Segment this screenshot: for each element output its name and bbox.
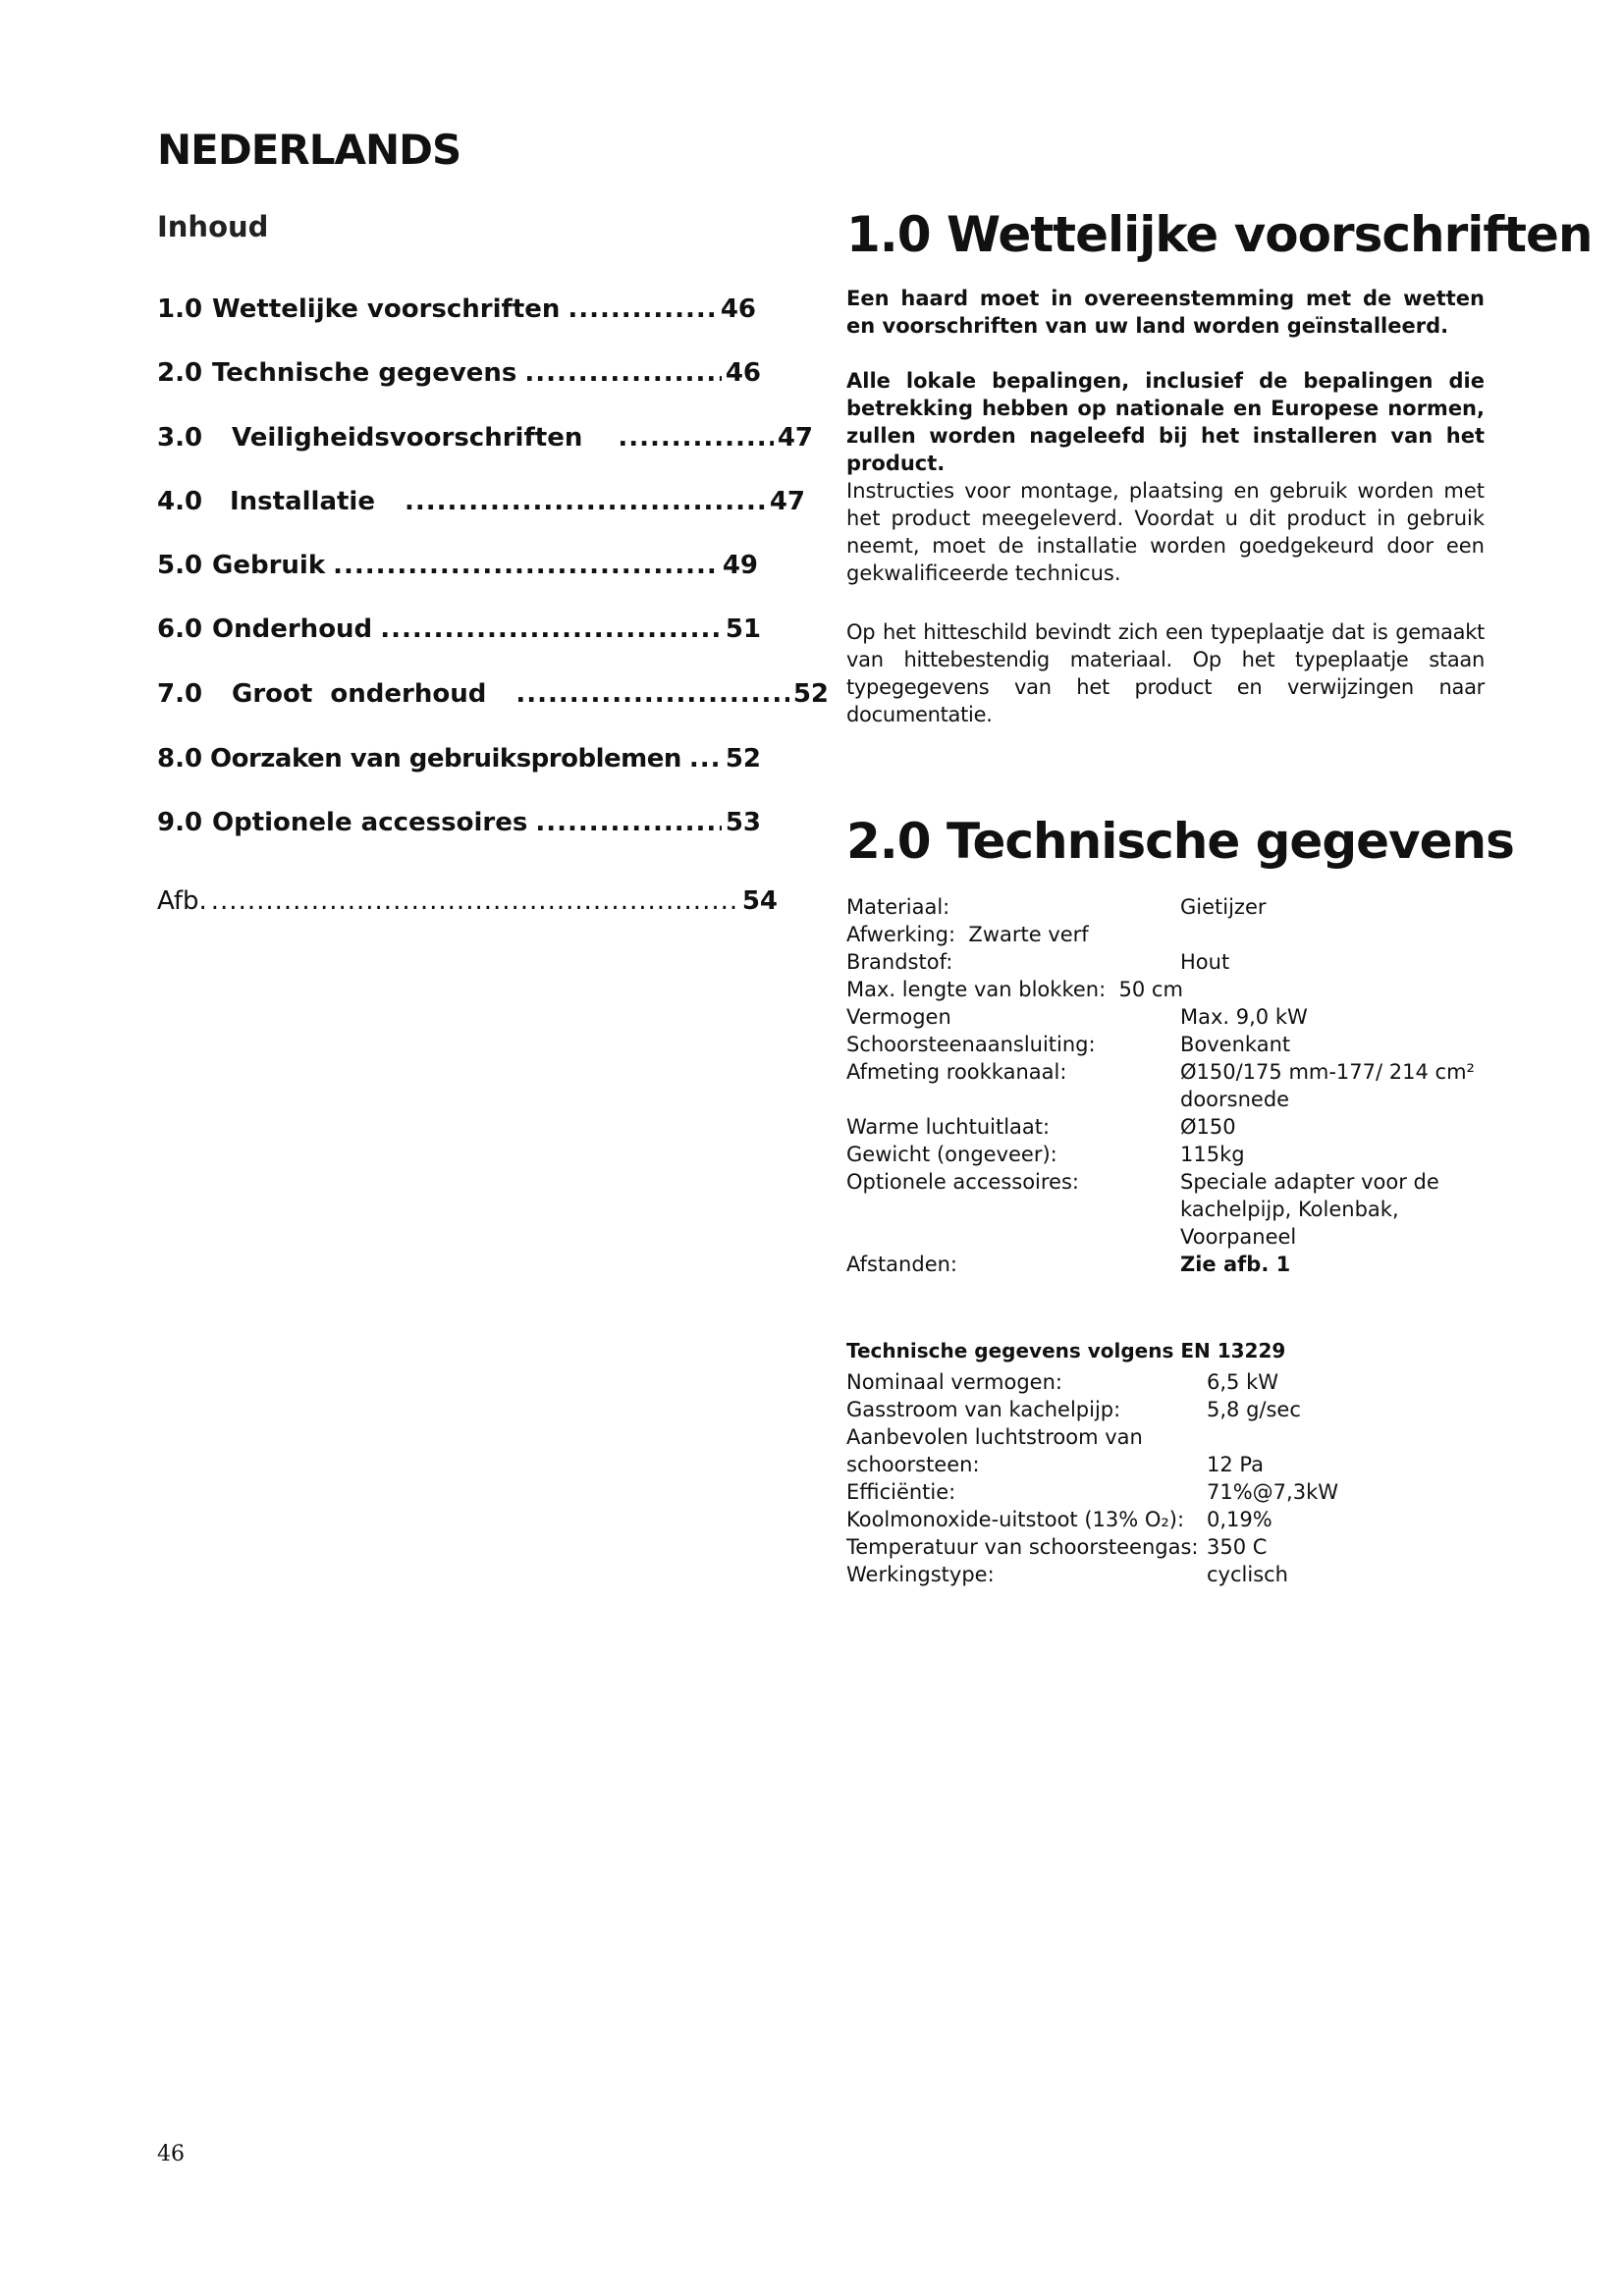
spec-row [846,1141,1475,1168]
toc-item-page: 52 [725,744,761,774]
spec-label: Warme luchtuitlaat: [846,1115,1051,1139]
en-value [1207,1423,1396,1451]
toc-item[interactable] [157,423,813,458]
spec-value: Hout [1180,950,1230,974]
spec-value: Ø150 [1180,1115,1236,1139]
en-row [846,1533,1396,1561]
en-row [846,1396,1396,1423]
spec-value: Speciale adapter voor de kachelpijp, Kolenbak, Voorpaneel [1180,1170,1439,1249]
toc-item-title: Gebruik [212,551,326,580]
toc-item[interactable] [157,808,761,843]
toc-item[interactable] [157,744,761,779]
toc-item[interactable] [157,551,758,586]
toc-item-page: 54 [741,886,778,916]
spec-row [846,1003,1475,1031]
spec-row [846,921,1475,948]
spec-value: Ø150/175 mm-177/ 214 cm² doorsnede [1180,1060,1475,1111]
toc-item-page: 46 [725,358,761,388]
section-1-paragraph: Een haard moet in overeenstemming met de wetten en voorschriften van uw land worden geïnstalleerd. [846,287,1485,338]
page-number: 46 [157,2142,185,2166]
en-row [846,1423,1396,1451]
toc-leader-dots [211,886,738,916]
spec-value: Zie afb. 1 [1180,1253,1291,1276]
spec-row [846,1251,1475,1278]
toc-leader-dots [333,551,719,580]
en-row [846,1506,1396,1533]
spec-value: Bovenkant [1180,1033,1291,1056]
toc-leader-dots [618,423,773,453]
toc-leader-dots [524,358,721,388]
spec-label: Afstanden: [846,1253,957,1276]
spec-row [846,1113,1475,1141]
spec-row [846,948,1475,976]
spec-full: Afwerking: Zwarte verf [846,923,1089,946]
en-row [846,1451,1396,1478]
en-label: schoorsteen: [846,1453,980,1476]
en-13229-heading: Technische gegevens volgens EN 13229 [846,1339,1286,1362]
spec-label: Optionele accessoires: [846,1170,1079,1194]
en-label: Werkingstype: [846,1563,995,1586]
toc-item[interactable] [157,614,761,650]
toc-item[interactable] [157,679,829,715]
toc-item-page: 53 [725,808,761,837]
en-value: 6,5 kW [1207,1370,1278,1394]
en-label: Aanbevolen luchtstroom van [846,1425,1143,1449]
toc-item-title: Afb. [157,886,207,916]
section-1-paragraph: Op het hitteschild bevindt zich een typeplaatje dat is gemaakt van hittebestendig materiaal. Op het typeplaatje staan typegegevens van het product en verwijzingen naar documentatie. [846,620,1485,726]
toc-item-title: Groot onderhoud [232,679,487,709]
spec-row [846,1058,1475,1113]
en-value: 0,19% [1207,1508,1272,1531]
spec-row [846,976,1475,1003]
toc-item-number: 4.0 [157,487,203,516]
toc-leader-dots [689,744,722,774]
toc-leader-dots [568,294,716,324]
en-row [846,1478,1396,1506]
toc-item-page: 49 [722,551,758,580]
toc-item-page: 47 [777,423,813,453]
spec-label: Gewicht (ongeveer): [846,1143,1057,1166]
toc-item[interactable] [157,886,778,922]
en-value: 12 Pa [1207,1453,1264,1476]
toc-leader-dots [515,679,788,709]
toc-leader-dots [405,487,766,516]
toc-item-number: 8.0 [157,744,203,774]
spec-row [846,893,1475,921]
spec-label: Brandstof: [846,950,953,974]
spec-label: Vermogen [846,1005,951,1029]
toc-item-title: Onderhoud [212,614,373,644]
spec-label: Materiaal: [846,895,950,919]
toc-item-number: 2.0 [157,358,203,388]
spec-full: Max. lengte van blokken: 50 cm [846,978,1183,1001]
toc-item-title: Optionele accessoires [212,808,528,837]
section-1-paragraph: Alle lokale bepalingen, inclusief de bepalingen die betrekking hebben op nationale en Europese normen, zullen worden nageleefd bij het installeren van het product. [846,369,1485,475]
en-13229-table [846,1368,1396,1588]
toc-leader-dots [380,614,722,644]
spec-label: Schoorsteenaansluiting: [846,1033,1096,1056]
toc-item-number: 1.0 [157,294,203,324]
en-label: Nominaal vermogen: [846,1370,1062,1394]
en-row [846,1561,1396,1588]
section-1-paragraph: Instructies voor montage, plaatsing en gebruik worden met het product meegeleverd. Voordat u dit product in gebruik neemt, moet de installatie worden goedgekeurd door een gekwalificeerde technicus. [846,479,1485,585]
spec-value: Gietijzer [1180,895,1267,919]
en-value: 350 C [1207,1535,1268,1559]
toc-item-title: Installatie [230,487,375,516]
en-label: Temperatuur van schoorsteengas: [846,1535,1199,1559]
toc-leader-dots [535,808,721,837]
spec-value: 115kg [1180,1143,1245,1166]
toc-item[interactable] [157,294,756,330]
toc-item-number: 9.0 [157,808,203,837]
toc-item-page: 47 [769,487,805,516]
toc-item-title: Veiligheidsvoorschriften [232,423,583,453]
section-2-heading: 2.0 Technische gegevens [846,813,1514,870]
toc-item-number: 6.0 [157,614,203,644]
toc-item-number: 3.0 [157,423,203,453]
en-value: 5,8 g/sec [1207,1398,1301,1421]
toc-item-page: 46 [720,294,756,324]
spec-row [846,1168,1475,1251]
toc-item-number: 7.0 [157,679,203,709]
en-label: Efficiëntie: [846,1480,956,1504]
en-label: Koolmonoxide-uitstoot (13% O₂): [846,1508,1185,1531]
toc-item-title: Wettelijke voorschriften [212,294,561,324]
toc-item-number: 5.0 [157,551,203,580]
toc-item[interactable] [157,358,761,394]
language-title: NEDERLANDS [157,126,461,174]
spec-label: Afmeting rookkanaal: [846,1060,1067,1084]
toc-heading: Inhoud [157,210,269,243]
toc-item[interactable] [157,487,805,522]
section-1-heading: 1.0 Wettelijke voorschriften [846,206,1593,263]
en-value: cyclisch [1207,1563,1288,1586]
spec-row [846,1031,1475,1058]
en-row [846,1368,1396,1396]
toc-item-page: 51 [725,614,761,644]
spec-value: Max. 9,0 kW [1180,1005,1308,1029]
toc-item-title: Oorzaken van gebruiksproblemen [210,744,681,774]
toc-item-title: Technische gegevens [212,358,517,388]
spec-table [846,893,1475,1278]
en-value: 71%@7,3kW [1207,1480,1338,1504]
en-label: Gasstroom van kachelpijp: [846,1398,1121,1421]
toc-item-page: 52 [792,679,829,709]
